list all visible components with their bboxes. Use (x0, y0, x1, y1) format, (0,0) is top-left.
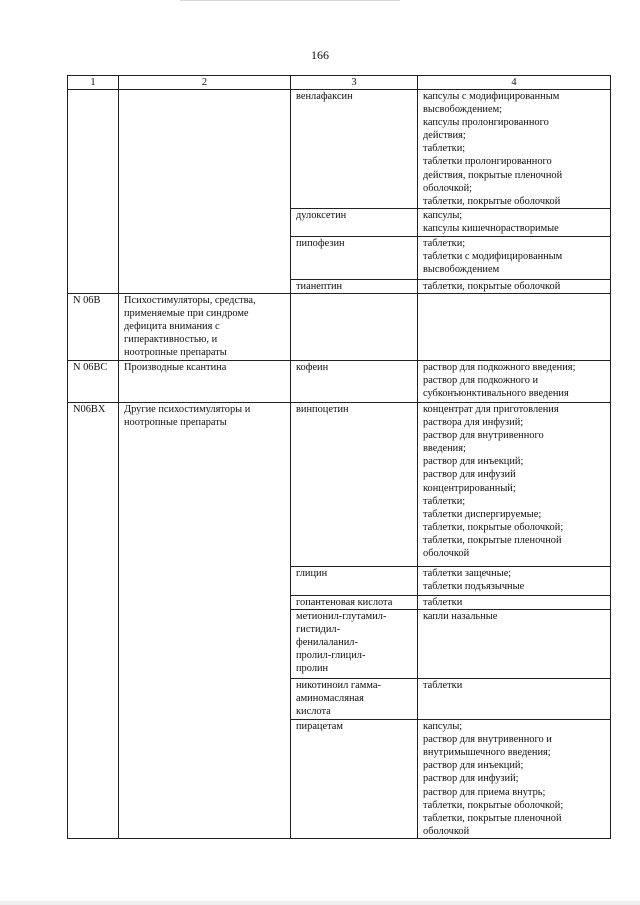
group-name-cell (119, 90, 291, 294)
scan-bottom-edge (0, 901, 640, 905)
dosage-forms-cell: капсулы; раствор для внутривенного и внутримышечного введения; раствор для инъекций; раствор для инфузий; раствор для приема внутрь; таблетки, покрытые оболочкой; таблетки, покрытые пленочной оболочкой (418, 720, 611, 839)
table-row (68, 293, 611, 360)
table-row (68, 90, 611, 209)
column-header-2: 2 (119, 76, 291, 90)
substance-cell: метионил-глутамил- гистидил- фенилаланил- пролил-глицил- пролин (291, 610, 418, 679)
table-header-row (68, 76, 611, 90)
column-header-1: 1 (68, 76, 119, 90)
dosage-forms-cell: таблетки; таблетки с модифицированным высвобождением (418, 236, 611, 279)
group-name-cell: Другие психостимуляторы и ноотропные препараты (119, 402, 291, 838)
dosage-forms-cell (418, 293, 611, 360)
atc-code-cell (68, 90, 119, 294)
dosage-forms-cell: концентрат для приготовления раствора для инфузий; раствор для внутривенного введения; раствор для инъекций; раствор для инфузий концентрированный; таблетки; таблетки диспергируемые; таблетки, покрытые оболочкой; таблетки, покрытые пленочной оболочкой (418, 402, 611, 566)
substance-cell: никотиноил гамма- аминомасляная кислота (291, 679, 418, 720)
column-header-3: 3 (291, 76, 418, 90)
substance-cell: гопантеновая кислота (291, 595, 418, 609)
dosage-forms-cell: капсулы с модифицированным высвобождением; капсулы пролонгированного действия; таблетки; таблетки пролонгированного действия, покрытые пленочной оболочкой; таблетки, покрытые оболочкой (418, 90, 611, 209)
dosage-forms-cell: капли назальные (418, 610, 611, 679)
dosage-forms-cell: таблетки (418, 595, 611, 609)
page-number: 166 (311, 48, 329, 62)
substance-cell: глицин (291, 566, 418, 595)
dosage-forms-cell: таблетки (418, 679, 611, 720)
atc-code-cell: N 06B (68, 293, 119, 360)
substance-cell: пипофезин (291, 236, 418, 279)
substance-cell: тианептин (291, 279, 418, 293)
table-row (68, 402, 611, 566)
column-header-4: 4 (418, 76, 611, 90)
dosage-forms-cell: капсулы; капсулы кишечнорастворимые (418, 208, 611, 236)
substance-cell: кофеин (291, 360, 418, 402)
substance-cell: дулоксетин (291, 208, 418, 236)
scan-top-edge (180, 0, 400, 1)
group-name-cell: Производные ксантина (119, 360, 291, 402)
group-name-cell: Психостимуляторы, средства, применяемые при синдроме дефицита внимания с гиперактивностью, и ноотропные препараты (119, 293, 291, 360)
substance-cell: пирацетам (291, 720, 418, 839)
table-row (68, 360, 611, 402)
drug-classification-table (67, 75, 611, 839)
dosage-forms-cell: таблетки защечные; таблетки подъязычные (418, 566, 611, 595)
dosage-forms-cell: таблетки, покрытые оболочкой (418, 279, 611, 293)
substance-cell (291, 293, 418, 360)
atc-code-cell: N 06BC (68, 360, 119, 402)
dosage-forms-cell: раствор для подкожного введения; раствор для подкожного и субконъюнктивального введения (418, 360, 611, 402)
atc-code-cell: N06BX (68, 402, 119, 838)
substance-cell: венлафаксин (291, 90, 418, 209)
substance-cell: винпоцетин (291, 402, 418, 566)
